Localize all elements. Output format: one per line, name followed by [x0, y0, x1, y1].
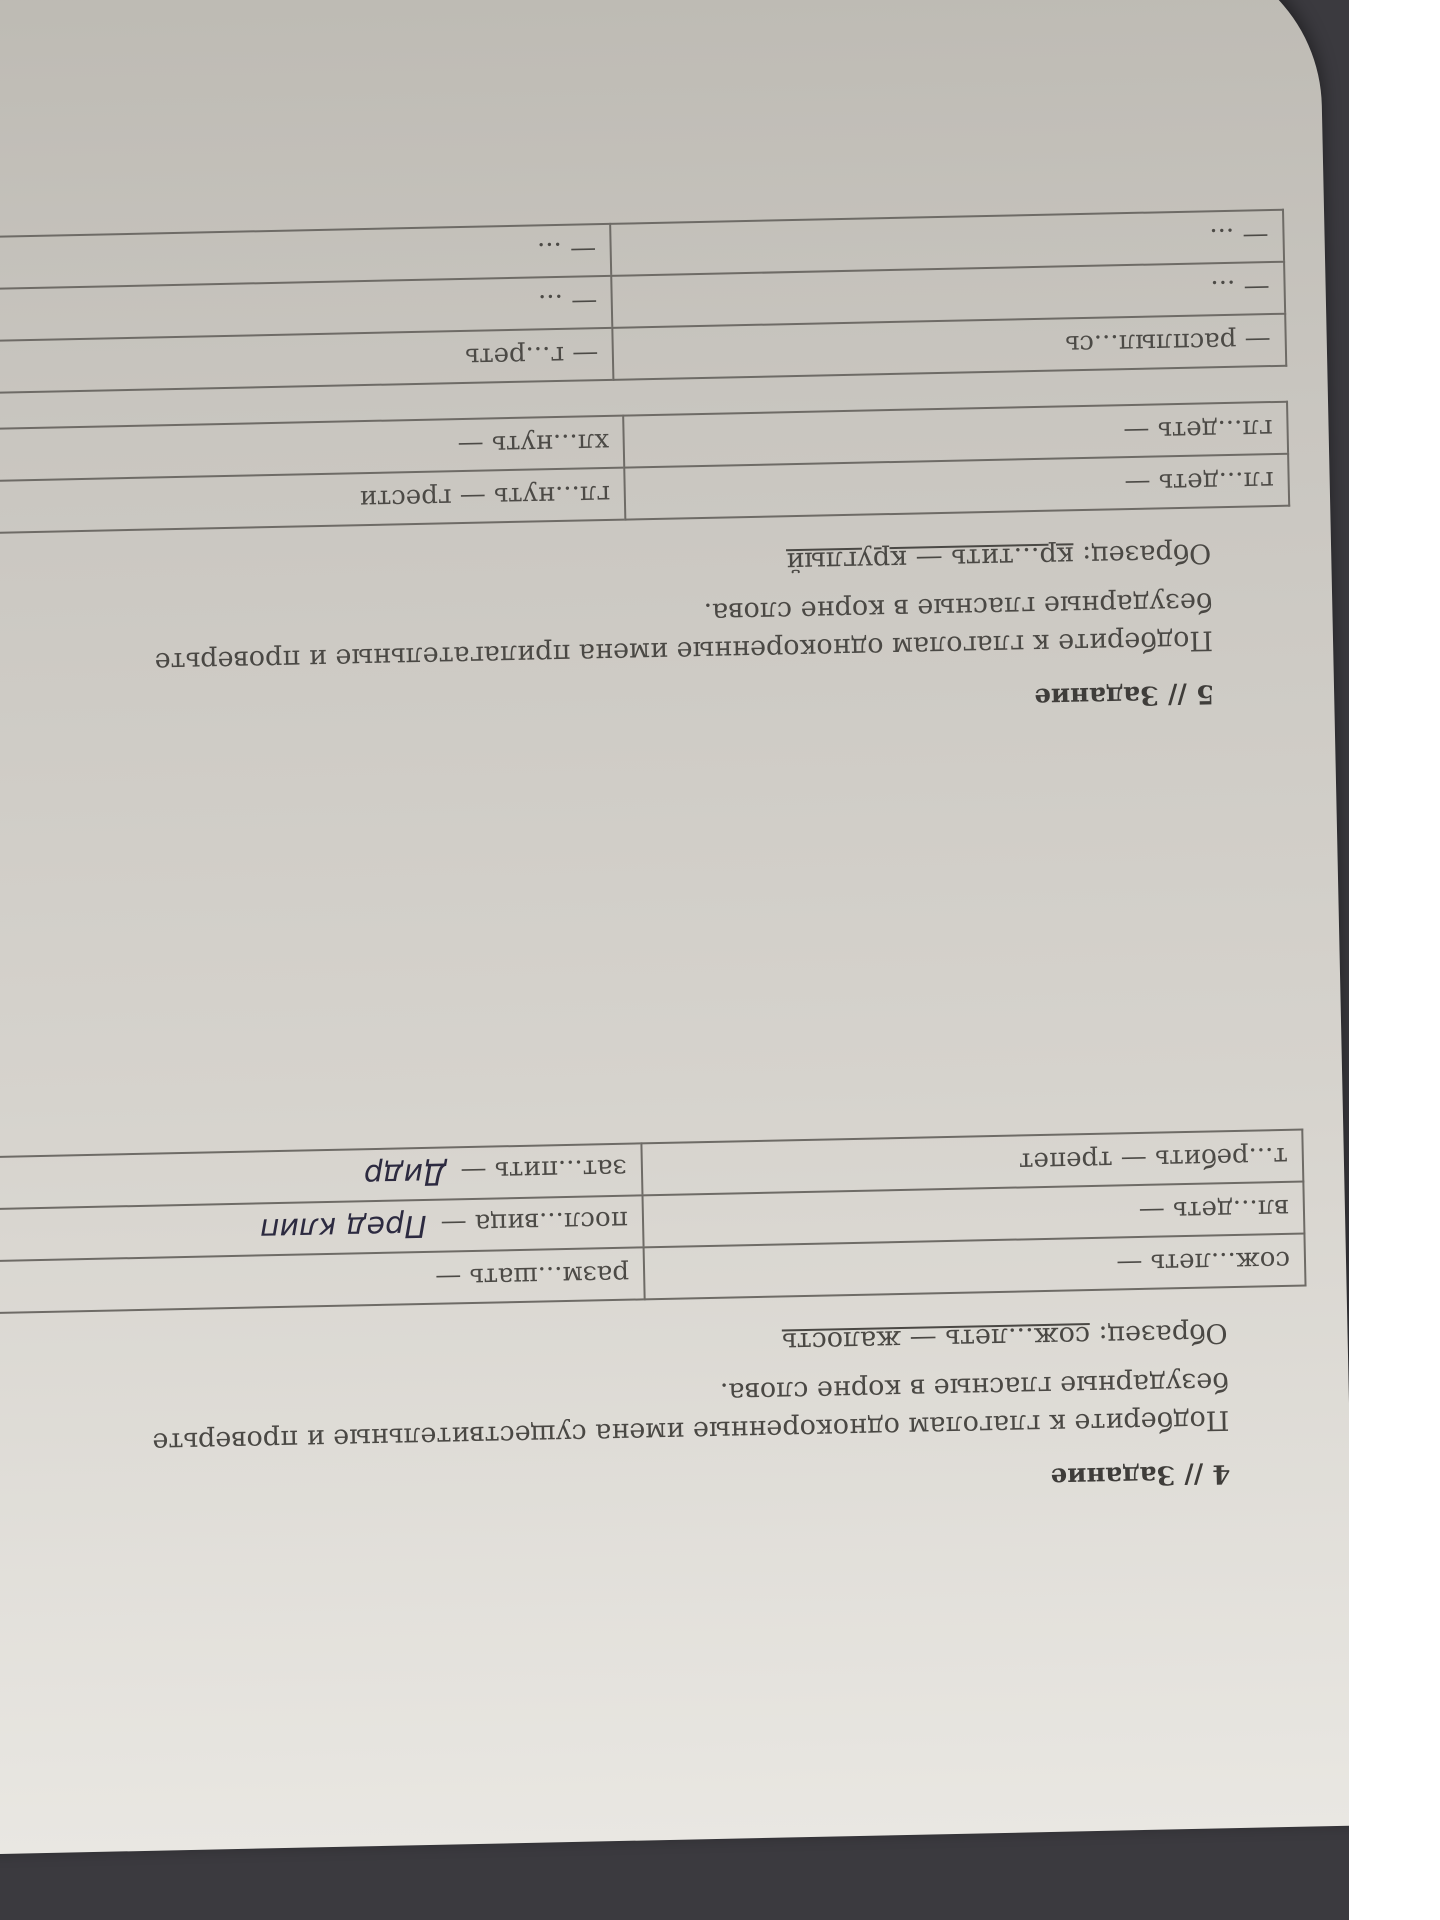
task5-left-cell-1: гл...деть —	[625, 454, 1290, 520]
task5-right-cell-2: хл...нуть —	[0, 416, 625, 482]
task4-left-cell-1: сож...леть —	[644, 1234, 1306, 1300]
task5-instruction: Подберите к глаголам однокоренные имена прилагательные и проверьте безударные гласные в корне слова.	[154, 586, 1214, 678]
task4-right-text-3: зат...пить —	[460, 1153, 628, 1187]
page-content	[0, 221, 1349, 1855]
task4-left-cell-3: т...ребить — трепет	[641, 1130, 1303, 1196]
extra-right-cell-2: — ...	[0, 276, 613, 342]
task5-table	[0, 401, 1290, 535]
extra-left-cell-3: — ...	[611, 210, 1284, 276]
task5-sample-example: кр...тить — круглый	[785, 540, 1074, 578]
extra-table	[0, 209, 1287, 395]
task5-sample	[786, 537, 1212, 577]
task4-right-text-2: посл...вица —	[440, 1205, 629, 1240]
task4-title: 4 // Задание	[1050, 1458, 1231, 1492]
task4-table	[0, 1129, 1307, 1315]
task4-instruction: Подберите к глаголам однокоренные имена существительные и проверьте безударные гласные в корне слова.	[152, 1366, 1230, 1458]
extra-right-cell-1: — г...реть	[0, 328, 614, 394]
task4-left-cell-2: вл...деть —	[642, 1182, 1304, 1248]
task4-right-text-1: разм...шать —	[434, 1258, 630, 1293]
task4-sample-example: сож...леть — жалость	[781, 1320, 1091, 1358]
extra-left-cell-2: — ...	[612, 262, 1285, 328]
extra-right-cell-3: — ...	[0, 224, 612, 290]
handwritten-answer-2: Пред клип	[259, 1208, 428, 1247]
extra-left-cell-1: — расплыл...сь	[613, 314, 1286, 380]
task5-title: 5 // Задание	[1034, 678, 1215, 713]
task4-sample	[782, 1317, 1228, 1357]
task5-right-cell-1: гл...нуть — грести	[0, 468, 626, 534]
task5-sample-label: Образец:	[1081, 537, 1212, 572]
task5-left-cell-2: гл...деть —	[623, 402, 1288, 468]
handwritten-answer-3: Дидр	[363, 1155, 447, 1193]
task4-sample-label: Образец:	[1098, 1317, 1228, 1351]
